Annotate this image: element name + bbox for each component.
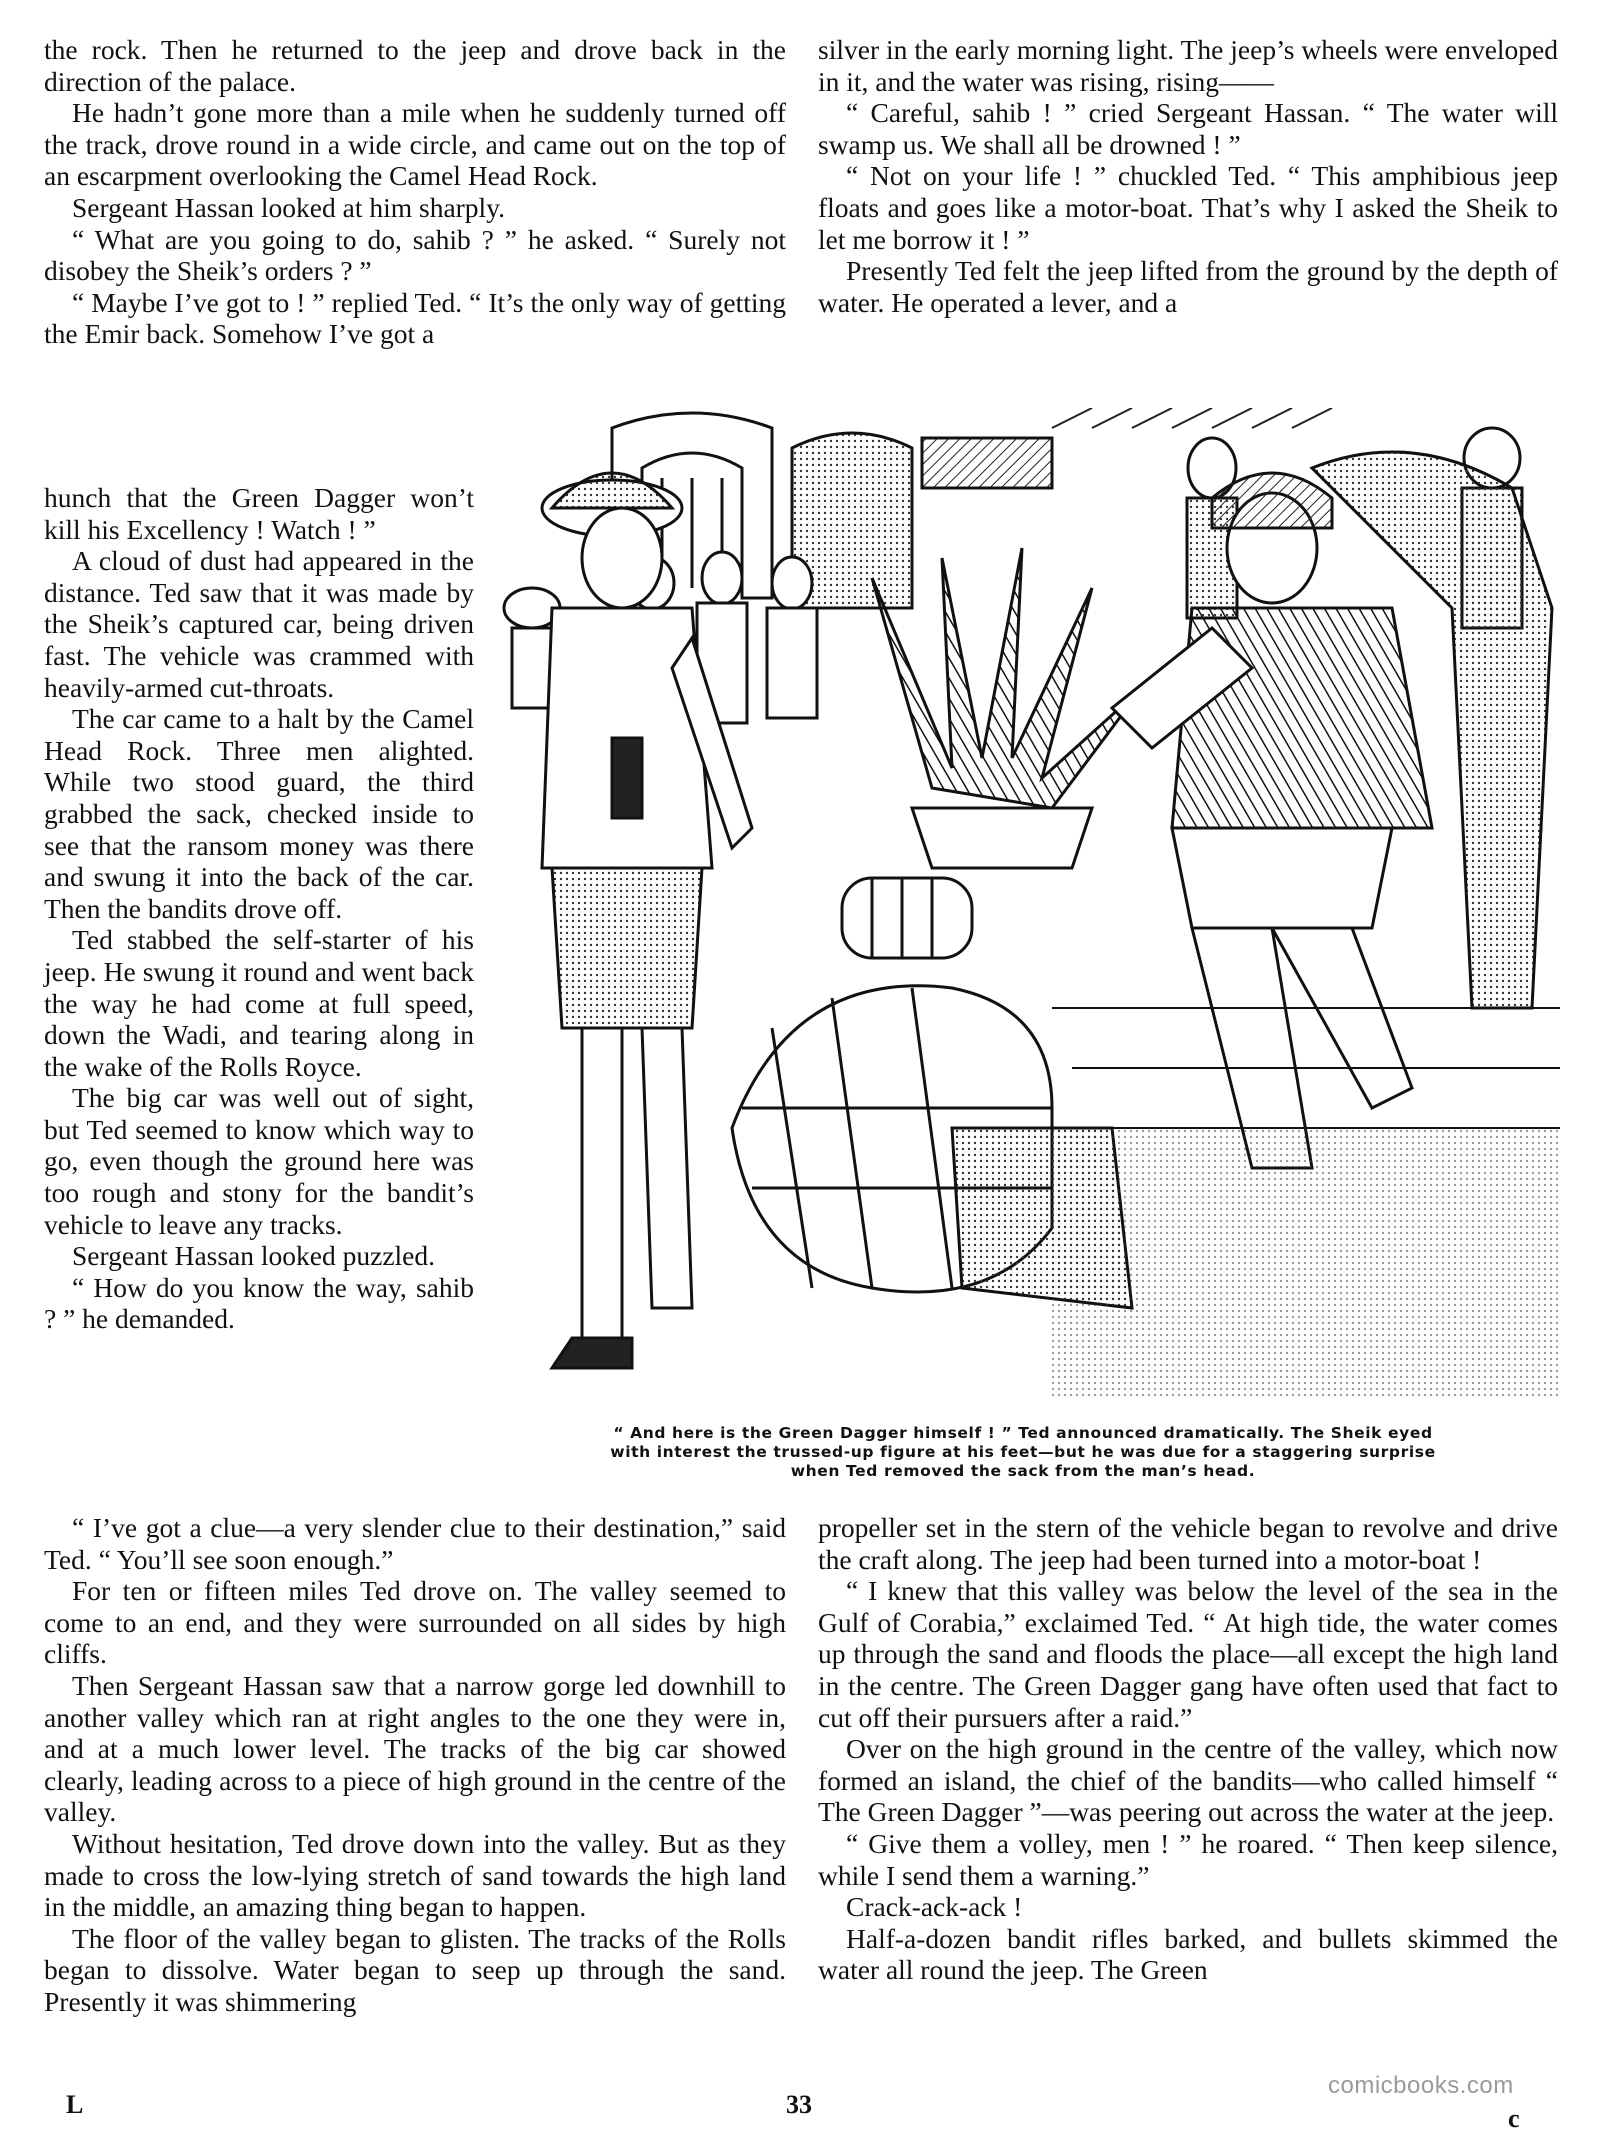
column-left-top bbox=[44, 34, 786, 350]
column-left-narrow bbox=[44, 482, 474, 1335]
paragraph: “ I knew that this valley was below the level of the sea in the Gulf of Corabia,” exclaimed Ted. “ At high tide, the water comes up through the sand and floods the place—all except the high land in the centre. The Green Dagger gang have often used that fact to cut off their pursuers after a raid.” bbox=[818, 1575, 1558, 1733]
paragraph: Ted stabbed the self-starter of his jeep. He swung it round and went back the way he had come at full speed, down the Wadi, and tearing along in the wake of the Rolls Royce. bbox=[44, 924, 474, 1082]
page-number: 33 bbox=[786, 2090, 812, 2119]
paragraph: “ What are you going to do, sahib ? ” he asked. “ Surely not disobey the Sheik’s orders ? ” bbox=[44, 223, 786, 287]
rolled-bundle bbox=[842, 878, 972, 958]
paragraph: propeller set in the stern of the vehicle began to revolve and drive the craft along. The jeep had been turned into a motor-boat ! bbox=[818, 1512, 1558, 1575]
paragraph: The car came to a halt by the Camel Head Rock. Three men alighted. While two stood guard, the third grabbed the sack, checked inside to see that the ransom money was there and swung it into the back of the car. Then the bandits drove off. bbox=[44, 703, 474, 924]
caption-line-3: when Ted removed the sack from the man’s head. bbox=[790, 1462, 1256, 1480]
story-illustration bbox=[492, 408, 1560, 1404]
paragraph: A cloud of dust had appeared in the distance. Ted saw that it was made by the Sheik’s captured car, being driven fast. The vehicle was crammed with heavily-armed cut-throats. bbox=[44, 545, 474, 703]
paragraph: Sergeant Hassan looked puzzled. bbox=[72, 1240, 435, 1272]
paragraph: “ Give them a volley, men ! ” he roared. “ Then keep silence, while I send them a warning.” bbox=[818, 1827, 1558, 1891]
paragraph: He hadn’t gone more than a mile when he suddenly turned off the track, drove round in a wide circle, and came out on the top of an escarpment overlooking the Camel Head Rock. bbox=[44, 97, 786, 192]
paragraph: silver in the early morning light. The jeep’s wheels were enveloped in it, and the water was rising, rising—— bbox=[818, 34, 1558, 97]
paragraph: Without hesitation, Ted drove down into the valley. But as they made to cross the low-lying stretch of sand towards the high land in the middle, an amazing thing began to happen. bbox=[44, 1827, 786, 1923]
paragraph: “ How do you know the way, sahib ? ” he demanded. bbox=[44, 1271, 474, 1335]
column-right-bottom bbox=[818, 1512, 1558, 1986]
paragraph: Presently Ted felt the jeep lifted from the ground by the depth of water. He operated a lever, and a bbox=[818, 255, 1558, 318]
paragraph: Sergeant Hassan looked at him sharply. bbox=[72, 191, 506, 223]
illustration-caption bbox=[490, 1424, 1556, 1481]
paragraph: “ I’ve got a clue—a very slender clue to their destination,” said Ted. “ You’ll see soon enough.” bbox=[44, 1512, 786, 1575]
paragraph: hunch that the Green Dagger won’t kill his Excellency ! Watch ! ” bbox=[44, 482, 474, 545]
footer-right-mark: c bbox=[1508, 2104, 1520, 2133]
footer-left-mark: L bbox=[66, 2090, 84, 2119]
column-left-bottom bbox=[44, 1512, 786, 2018]
paragraph: the rock. Then he returned to the jeep and drove back in the direction of the palace. bbox=[44, 34, 786, 97]
paragraph: “ Maybe I’ve got to ! ” replied Ted. “ It’s the only way of getting the Emir back. Somehow I’ve got a bbox=[44, 286, 786, 350]
caption-line-2: with interest the trussed-up figure at his feet—but he was due for a staggering surprise bbox=[610, 1443, 1436, 1461]
paragraph: Then Sergeant Hassan saw that a narrow gorge led downhill to another valley which ran at right angles to the one they were in, and at a much lower level. The tracks of the big car showed clearly, leading across to a piece of high ground in the centre of the valley. bbox=[44, 1669, 786, 1828]
paragraph: Over on the high ground in the centre of the valley, which now formed an island, the chief of the bandits—who called himself “ The Green Dagger ”—was peering out across the water at the jeep. bbox=[818, 1733, 1558, 1828]
column-right-top bbox=[818, 34, 1558, 318]
paragraph: “ Not on your life ! ” chuckled Ted. “ This amphibious jeep floats and goes like a motor-boat. That’s why I asked the Sheik to let me borrow it ! ” bbox=[818, 160, 1558, 255]
paragraph: For ten or fifteen miles Ted drove on. The valley seemed to come to an end, and they were surrounded on all sides by high cliffs. bbox=[44, 1575, 786, 1670]
caption-line-1: “ And here is the Green Dagger himself ! ” Ted announced dramatically. The Sheik eyed bbox=[613, 1424, 1433, 1442]
paragraph: The floor of the valley began to glisten. The tracks of the Rolls began to dissolve. Water began to seep up through the sand. Presently it was shimmering bbox=[44, 1922, 786, 2017]
paragraph: “ Careful, sahib ! ” cried Sergeant Hassan. “ The water will swamp us. We shall all be drowned ! ” bbox=[818, 97, 1558, 160]
paragraph: The big car was well out of sight, but Ted seemed to know which way to go, even though the ground here was too rough and stony for the bandit’s vehicle to leave any tracks. bbox=[44, 1082, 474, 1240]
watermark: comicbooks.com bbox=[1328, 2072, 1514, 2099]
paragraph: Half-a-dozen bandit rifles barked, and bullets skimmed the water all round the jeep. The Green bbox=[818, 1922, 1558, 1986]
paragraph: Crack-ack-ack ! bbox=[846, 1891, 1023, 1923]
